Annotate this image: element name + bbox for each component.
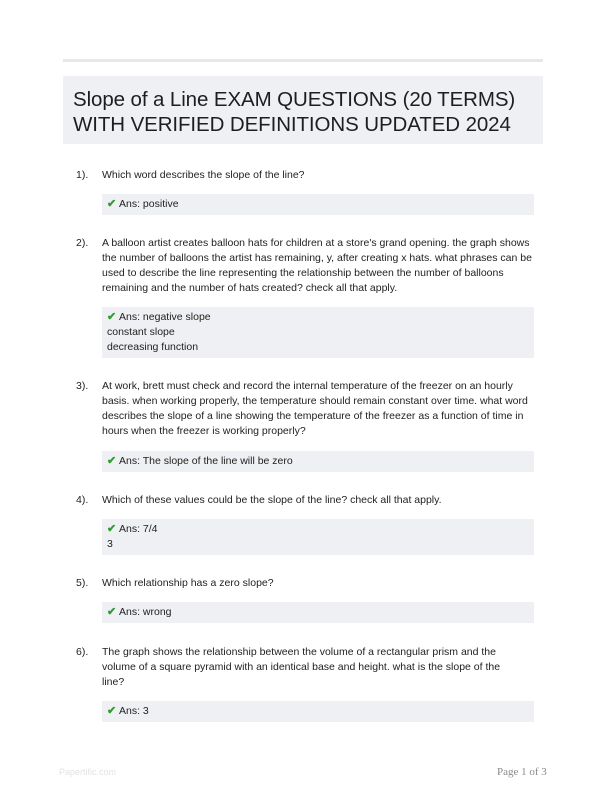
question-text: Which relationship has a zero slope? [102,577,274,589]
checkmark-icon: ✔ [107,455,117,467]
answer-text: Ans: 7/4 [119,523,158,535]
question-number: 1). [76,169,89,181]
checkmark-icon: ✔ [107,198,117,210]
answer-box [102,307,534,358]
checkmark-icon: ✔ [107,705,117,717]
title-banner [63,76,543,144]
checkmark-icon: ✔ [107,311,117,323]
page-number: Page 1 of 3 [497,766,547,778]
answer-text: Ans: negative slope [119,311,211,323]
footer-watermark: Papertific.com [59,767,117,777]
answer-text: constant slope [107,326,175,338]
answer-box [102,194,534,215]
question-number: 2). [76,237,89,249]
answer-text: Ans: wrong [119,606,172,618]
question-number: 3). [76,380,89,392]
answer-box [102,451,534,472]
answer-box [102,701,534,722]
question-text: At work, brett must check and record the internal temperature of the freezer on an hourly basis. when working properly, the temperature should remain constant over time. what word describes the slope of a line showing the temperature of the freezer as a function of time in hours when the freezer is working properly? [102,380,528,437]
question-text: Which of these values could be the slope of the line? check all that apply. [102,494,442,506]
top-divider [63,59,543,62]
answer-text: Ans: The slope of the line will be zero [119,455,293,467]
page-title: Slope of a Line EXAM QUESTIONS (20 TERMS) WITH VERIFIED DEFINITIONS UPDATED 2024 [73,88,516,136]
question-number: 4). [76,494,89,506]
checkmark-icon: ✔ [107,523,117,535]
answer-box [102,602,534,623]
answer-text: Ans: positive [119,198,179,210]
answer-text: 3 [107,538,113,550]
answer-text: Ans: 3 [119,705,149,717]
checkmark-icon: ✔ [107,606,117,618]
answer-box [102,519,534,555]
question-text: Which word describes the slope of the line? [102,169,305,181]
question-number: 5). [76,577,89,589]
question-number: 6). [76,646,89,658]
answer-text: decreasing function [107,341,199,353]
question-text: The graph shows the relationship between the volume of a rectangular prism and the volume of a square pyramid with an identical base and height. what is the slope of the line? [102,646,501,688]
question-text: A balloon artist creates balloon hats for children at a store's grand opening. the graph shows the number of balloons the artist has remaining, y, after creating x hats. what phrases can be used to describe the line representing the relationship between the number of balloons remaining and the number of hats created? check all that apply. [102,237,532,294]
